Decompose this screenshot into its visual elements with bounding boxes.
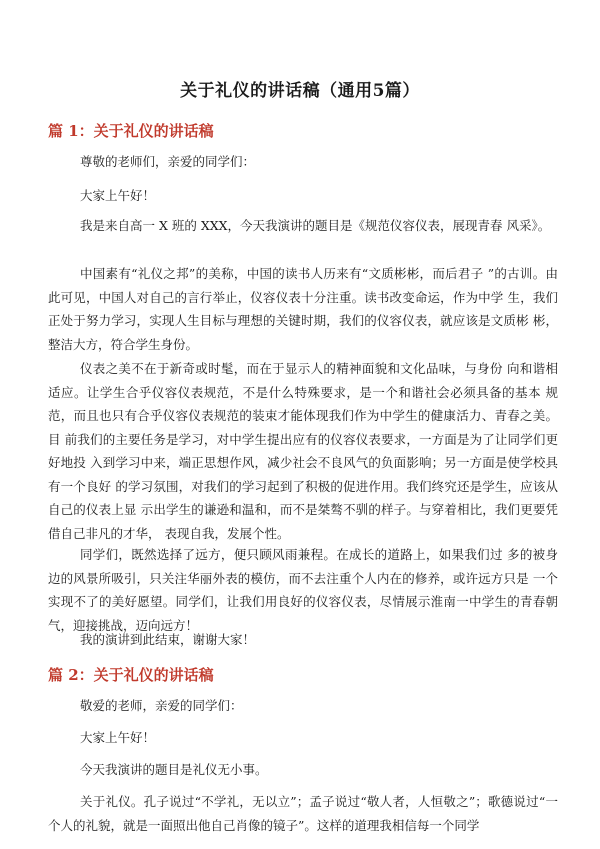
document-title: 关于礼仪的讲话稿（通用5篇） xyxy=(180,81,420,101)
section-1-paragraph-2: 大家上午好！ xyxy=(80,188,156,203)
section-2-paragraph-1: 敬爱的老师，亲爱的同学们： xyxy=(80,698,243,713)
section-2-paragraph-2: 大家上午好！ xyxy=(80,730,156,745)
section-1-paragraph-1: 尊敬的老师们，亲爱的同学们： xyxy=(80,154,256,169)
section-1-heading: 篇 1：关于礼仪的讲话稿 xyxy=(48,122,214,140)
section-2-heading: 篇 2：关于礼仪的讲话稿 xyxy=(48,666,214,684)
section-2-paragraph-4: 关于礼仪。孔子说过“不学礼，无以立”；孟子说过“敬人者，人恒敬之”；歌德说过“一个人的礼貌，就是一面照出他自己肖像的镜子”。这样的道理我相信每一个同学 xyxy=(48,794,558,833)
section-1-paragraph-6: 同学们，既然选择了远方，便只顾风雨兼程。在成长的道路上，如果我们过 多的被身边的风景所吸引，只关注华丽外表的模仿，而不去注重个人内在的修养，或许远方只是 一个实现不了的美好愿望。同学们，让我们用良好的仪容仪表，尽情展示淮南一中学生的青春朝 气，迎接挑战，迈向远方！ xyxy=(48,547,558,633)
section-1-paragraph-3: 我是来自高一 X 班的 XXX，今天我演讲的题目是《规范仪容仪表，展现青春 风采》。 xyxy=(80,218,551,233)
section-2-paragraph-3: 今天我演讲的题目是礼仪无小事。 xyxy=(80,762,268,777)
section-1-paragraph-7: 我的演讲到此结束，谢谢大家！ xyxy=(80,632,256,647)
section-1-paragraph-4: 中国素有“礼仪之邦”的美称，中国的读书人历来有“文质彬彬，而后君子 ”的古训。由此可见，中国人对自己的言行举止，仪容仪表十分注重。读书改变命运，作为中学 生，我们正处于努力学习，实现人生目标与理想的关键时期，我们的仪容仪表，就应该是文质彬 彬，整洁大方，符合学生身份。 xyxy=(48,266,558,352)
section-1-paragraph-5: 仪表之美不在于新奇或时髦，而在于显示人的精神面貌和文化品味，与身份 向和谐相适应。让学生合乎仪容仪表规范，不是什么特殊要求，是一个和谐社会必须具备的基本 规范，而且也只有合乎仪容仪表规范的装束才能体现我们作为中学生的健康活力、青春之美。目 前我们的主要任务是学习，对中学生提出应有的仪容仪表要求，一方面是为了让同学们更好地投 入到学习中来，端正思想作风，减少社会不良风气的负面影响；另一方面是使学校具有一个良好 的学习氛围，对我们的学习起到了积极的促进作用。我们终究还是学生，应该从自己的仪表上显 示出学生的谦逊和温和，而不是桀骜不驯的样子。与穿着相比，我们更要凭借自己非凡的才华， 表现自我，发展个性。 xyxy=(48,361,558,541)
